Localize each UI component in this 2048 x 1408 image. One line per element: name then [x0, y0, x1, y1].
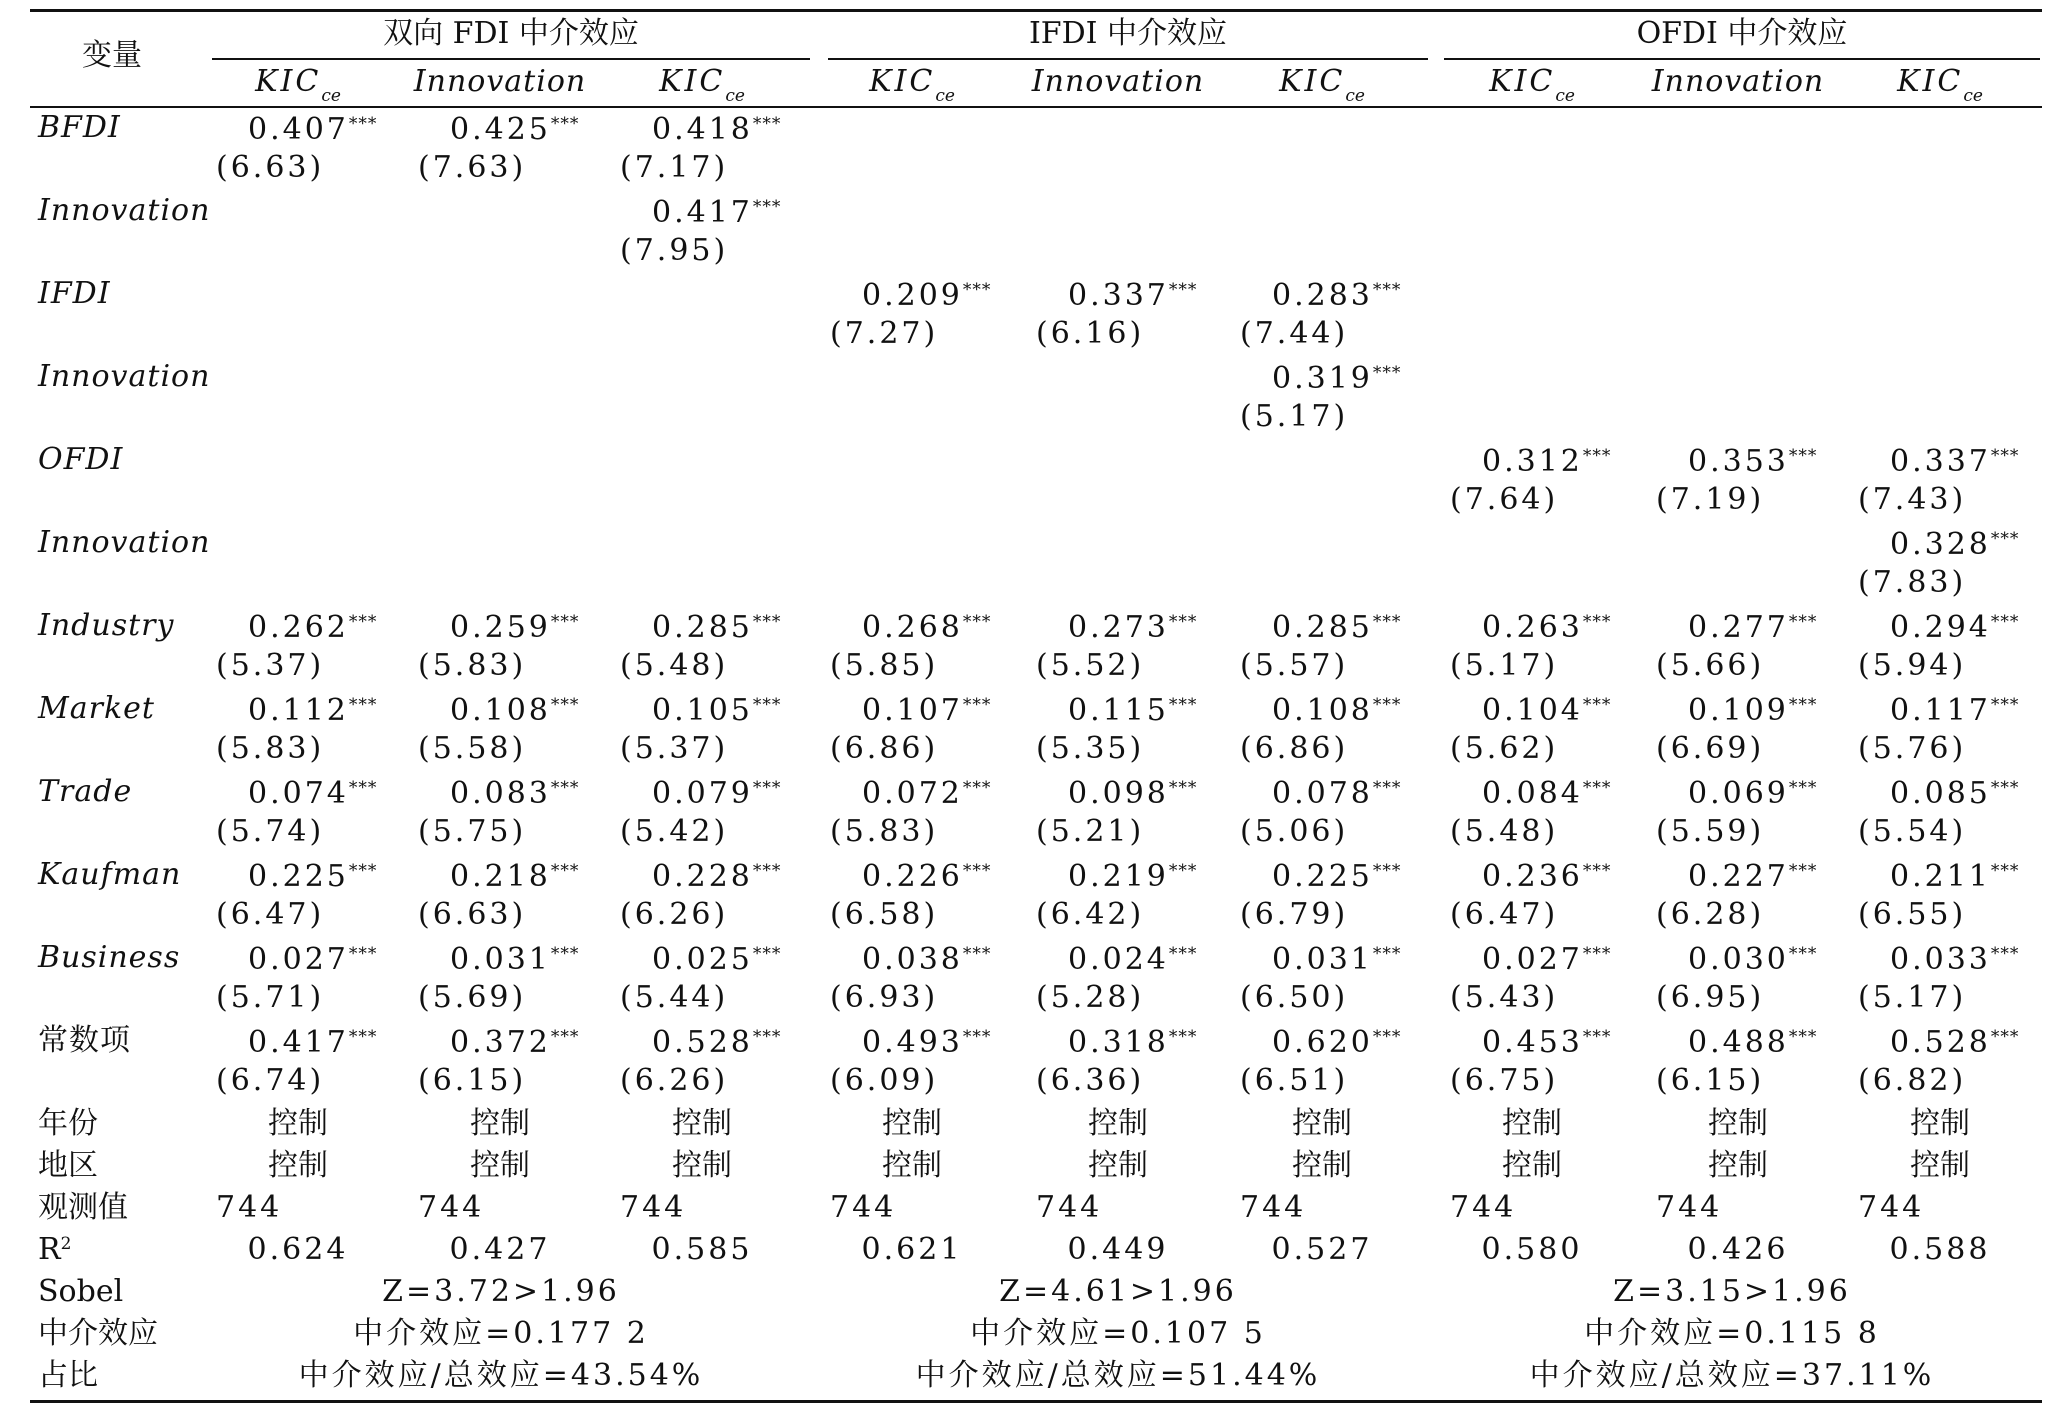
variable-header: 变量 — [82, 38, 142, 73]
t-stat-cell: (6.16) — [1036, 316, 1145, 351]
coef-cell: 0.227*** — [1688, 859, 1818, 894]
coef-cell: 0.085*** — [1890, 776, 2020, 811]
top-rule — [30, 9, 2042, 12]
row-label: Trade — [38, 774, 133, 809]
coef-cell: 0.074*** — [248, 776, 378, 811]
coef-cell: 0.117*** — [1890, 693, 2020, 728]
sobel-cell: Z=3.72>1.96 — [382, 1274, 620, 1309]
t-stat-cell: (5.17) — [1240, 399, 1349, 434]
coef-cell: 0.109*** — [1688, 693, 1818, 728]
coef-cell: 0.098*** — [1068, 776, 1198, 811]
coef-cell: 0.417*** — [652, 195, 782, 230]
obs-cell: 744 — [1240, 1190, 1307, 1225]
significance-stars: *** — [348, 612, 378, 632]
t-stat-cell: (5.21) — [1036, 814, 1145, 849]
column-header: $KIC_{ce}$ — [1897, 64, 1983, 106]
obs-cell: 744 — [216, 1190, 283, 1225]
t-stat-cell: (5.44) — [620, 980, 729, 1015]
group-header: OFDI 中介效应 — [1636, 16, 1848, 51]
t-stat-cell: (6.69) — [1656, 731, 1765, 766]
significance-stars: *** — [962, 695, 992, 715]
row-label: $R^2$ — [38, 1232, 73, 1267]
significance-stars: *** — [550, 695, 580, 715]
row-label: 占比 — [38, 1358, 98, 1393]
significance-stars: *** — [752, 114, 782, 134]
significance-stars: *** — [550, 944, 580, 964]
r2-cell: 0.449 — [1067, 1232, 1169, 1267]
coef-cell: 0.078*** — [1272, 776, 1402, 811]
t-stat-cell: (5.74) — [216, 814, 325, 849]
control-cell: 控制 — [1708, 1148, 1768, 1183]
t-stat-cell: (5.83) — [830, 814, 939, 849]
significance-stars: *** — [348, 778, 378, 798]
mediation-cell: 中介效应=0.115 8 — [1584, 1316, 1880, 1351]
significance-stars: *** — [1990, 861, 2020, 881]
coef-cell: 0.031*** — [450, 942, 580, 977]
t-stat-cell: (5.43) — [1450, 980, 1559, 1015]
t-stat-cell: (5.52) — [1036, 648, 1145, 683]
control-cell: 控制 — [1088, 1148, 1148, 1183]
coef-cell: 0.030*** — [1688, 942, 1818, 977]
t-stat-cell: (5.48) — [1450, 814, 1559, 849]
significance-stars: *** — [752, 861, 782, 881]
control-cell: 控制 — [882, 1148, 942, 1183]
coef-cell: 0.453*** — [1482, 1025, 1612, 1060]
coef-cell: 0.268*** — [862, 610, 992, 645]
coef-cell: 0.225*** — [1272, 859, 1402, 894]
significance-stars: *** — [962, 861, 992, 881]
significance-stars: *** — [1372, 861, 1402, 881]
control-cell: 控制 — [1088, 1106, 1148, 1141]
significance-stars: *** — [1990, 778, 2020, 798]
obs-cell: 744 — [830, 1190, 897, 1225]
significance-stars: *** — [752, 197, 782, 217]
coef-cell: 0.211*** — [1890, 859, 2020, 894]
t-stat-cell: (5.58) — [418, 731, 527, 766]
group-underline — [828, 58, 1428, 60]
coef-cell: 0.488*** — [1688, 1025, 1818, 1060]
r2-cell: 0.585 — [651, 1232, 753, 1267]
column-header: Innovation — [413, 64, 587, 99]
significance-stars: *** — [1788, 1027, 1818, 1047]
control-cell: 控制 — [882, 1106, 942, 1141]
significance-stars: *** — [550, 114, 580, 134]
t-stat-cell: (6.95) — [1656, 980, 1765, 1015]
significance-stars: *** — [1788, 446, 1818, 466]
t-stat-cell: (6.09) — [830, 1063, 939, 1098]
control-cell: 控制 — [1910, 1106, 1970, 1141]
group-underline — [1444, 58, 2040, 60]
coef-cell: 0.418*** — [652, 112, 782, 147]
row-label: 年份 — [38, 1106, 98, 1141]
significance-stars: *** — [348, 861, 378, 881]
significance-stars: *** — [752, 778, 782, 798]
t-stat-cell: (5.59) — [1656, 814, 1765, 849]
coef-cell: 0.372*** — [450, 1025, 580, 1060]
coef-cell: 0.219*** — [1068, 859, 1198, 894]
t-stat-cell: (5.06) — [1240, 814, 1349, 849]
bottom-rule — [30, 1400, 2042, 1403]
coef-cell: 0.528*** — [652, 1025, 782, 1060]
significance-stars: *** — [1990, 612, 2020, 632]
significance-stars: *** — [1990, 944, 2020, 964]
coef-cell: 0.218*** — [450, 859, 580, 894]
t-stat-cell: (5.94) — [1858, 648, 1967, 683]
row-label: Innovation — [38, 359, 211, 394]
significance-stars: *** — [1168, 612, 1198, 632]
t-stat-cell: (6.82) — [1858, 1063, 1967, 1098]
coef-cell: 0.069*** — [1688, 776, 1818, 811]
coef-cell: 0.108*** — [1272, 693, 1402, 728]
coef-cell: 0.417*** — [248, 1025, 378, 1060]
coef-cell: 0.027*** — [1482, 942, 1612, 977]
t-stat-cell: (5.54) — [1858, 814, 1967, 849]
significance-stars: *** — [1788, 612, 1818, 632]
t-stat-cell: (6.50) — [1240, 980, 1349, 1015]
row-label: Innovation — [38, 193, 211, 228]
obs-cell: 744 — [1036, 1190, 1103, 1225]
control-cell: 控制 — [470, 1148, 530, 1183]
t-stat-cell: (6.36) — [1036, 1063, 1145, 1098]
control-cell: 控制 — [470, 1106, 530, 1141]
t-stat-cell: (5.35) — [1036, 731, 1145, 766]
r2-cell: 0.588 — [1889, 1232, 1991, 1267]
coef-cell: 0.283*** — [1272, 278, 1402, 313]
coef-cell: 0.024*** — [1068, 942, 1198, 977]
coef-cell: 0.225*** — [248, 859, 378, 894]
t-stat-cell: (5.69) — [418, 980, 527, 1015]
significance-stars: *** — [1168, 280, 1198, 300]
t-stat-cell: (5.28) — [1036, 980, 1145, 1015]
t-stat-cell: (5.66) — [1656, 648, 1765, 683]
significance-stars: *** — [348, 695, 378, 715]
r2-cell: 0.527 — [1271, 1232, 1373, 1267]
column-header: Innovation — [1031, 64, 1205, 99]
significance-stars: *** — [752, 695, 782, 715]
t-stat-cell: (7.43) — [1858, 482, 1967, 517]
significance-stars: *** — [1582, 612, 1612, 632]
header-rule — [30, 106, 2042, 108]
group-underline — [212, 58, 810, 60]
coef-cell: 0.528*** — [1890, 1025, 2020, 1060]
significance-stars: *** — [962, 944, 992, 964]
group-header: 双向 FDI 中介效应 — [383, 16, 639, 51]
row-label: Business — [38, 940, 181, 975]
row-label: Sobel — [38, 1274, 124, 1309]
share-cell: 中介效应/总效应=43.54% — [298, 1358, 704, 1393]
significance-stars: *** — [1990, 529, 2020, 549]
row-label: Market — [38, 691, 155, 726]
control-cell: 控制 — [672, 1148, 732, 1183]
row-label: 中介效应 — [38, 1316, 158, 1351]
significance-stars: *** — [1582, 778, 1612, 798]
coef-cell: 0.277*** — [1688, 610, 1818, 645]
t-stat-cell: (7.44) — [1240, 316, 1349, 351]
coef-cell: 0.236*** — [1482, 859, 1612, 894]
obs-cell: 744 — [620, 1190, 687, 1225]
t-stat-cell: (6.86) — [830, 731, 939, 766]
t-stat-cell: (7.95) — [620, 233, 729, 268]
significance-stars: *** — [1168, 778, 1198, 798]
significance-stars: *** — [1788, 778, 1818, 798]
significance-stars: *** — [348, 944, 378, 964]
control-cell: 控制 — [1708, 1106, 1768, 1141]
row-label: OFDI — [38, 442, 124, 477]
coef-cell: 0.319*** — [1272, 361, 1402, 396]
t-stat-cell: (5.37) — [216, 648, 325, 683]
t-stat-cell: (5.76) — [1858, 731, 1967, 766]
coef-cell: 0.263*** — [1482, 610, 1612, 645]
coef-cell: 0.493*** — [862, 1025, 992, 1060]
t-stat-cell: (6.74) — [216, 1063, 325, 1098]
r2-cell: 0.621 — [861, 1232, 963, 1267]
significance-stars: *** — [348, 114, 378, 134]
t-stat-cell: (5.62) — [1450, 731, 1559, 766]
t-stat-cell: (5.83) — [418, 648, 527, 683]
significance-stars: *** — [962, 1027, 992, 1047]
significance-stars: *** — [1372, 363, 1402, 383]
significance-stars: *** — [1788, 944, 1818, 964]
t-stat-cell: (5.57) — [1240, 648, 1349, 683]
r2-cell: 0.624 — [247, 1232, 349, 1267]
t-stat-cell: (6.79) — [1240, 897, 1349, 932]
t-stat-cell: (6.93) — [830, 980, 939, 1015]
coef-cell: 0.337*** — [1068, 278, 1198, 313]
coef-cell: 0.115*** — [1068, 693, 1198, 728]
coef-cell: 0.285*** — [1272, 610, 1402, 645]
t-stat-cell: (5.48) — [620, 648, 729, 683]
coef-cell: 0.033*** — [1890, 942, 2020, 977]
coef-cell: 0.209*** — [862, 278, 992, 313]
significance-stars: *** — [1372, 944, 1402, 964]
sobel-cell: Z=4.61>1.96 — [999, 1274, 1237, 1309]
significance-stars: *** — [1372, 695, 1402, 715]
row-label: 地区 — [38, 1148, 98, 1183]
t-stat-cell: (5.42) — [620, 814, 729, 849]
obs-cell: 744 — [1858, 1190, 1925, 1225]
coef-cell: 0.273*** — [1068, 610, 1198, 645]
significance-stars: *** — [1788, 861, 1818, 881]
significance-stars: *** — [550, 861, 580, 881]
sobel-cell: Z=3.15>1.96 — [1613, 1274, 1851, 1309]
mediation-cell: 中介效应=0.107 5 — [970, 1316, 1266, 1351]
coef-cell: 0.038*** — [862, 942, 992, 977]
significance-stars: *** — [1372, 612, 1402, 632]
t-stat-cell: (5.83) — [216, 731, 325, 766]
significance-stars: *** — [1372, 280, 1402, 300]
r2-cell: 0.580 — [1481, 1232, 1583, 1267]
coef-cell: 0.112*** — [248, 693, 378, 728]
coef-cell: 0.262*** — [248, 610, 378, 645]
control-cell: 控制 — [1910, 1148, 1970, 1183]
significance-stars: *** — [752, 612, 782, 632]
row-label: Innovation — [38, 525, 211, 560]
t-stat-cell: (7.17) — [620, 150, 729, 185]
share-cell: 中介效应/总效应=51.44% — [915, 1358, 1321, 1393]
significance-stars: *** — [962, 612, 992, 632]
row-label: 常数项 — [38, 1023, 131, 1058]
obs-cell: 744 — [1656, 1190, 1723, 1225]
mediation-cell: 中介效应=0.177 2 — [353, 1316, 649, 1351]
significance-stars: *** — [1168, 861, 1198, 881]
t-stat-cell: (7.63) — [418, 150, 527, 185]
control-cell: 控制 — [672, 1106, 732, 1141]
significance-stars: *** — [1168, 1027, 1198, 1047]
row-label: Industry — [38, 608, 175, 643]
coef-cell: 0.072*** — [862, 776, 992, 811]
significance-stars: *** — [752, 1027, 782, 1047]
significance-stars: *** — [1582, 944, 1612, 964]
t-stat-cell: (6.15) — [418, 1063, 527, 1098]
significance-stars: *** — [1990, 1027, 2020, 1047]
t-stat-cell: (6.28) — [1656, 897, 1765, 932]
coef-cell: 0.407*** — [248, 112, 378, 147]
coef-cell: 0.337*** — [1890, 444, 2020, 479]
significance-stars: *** — [1990, 446, 2020, 466]
significance-stars: *** — [550, 778, 580, 798]
t-stat-cell: (5.17) — [1858, 980, 1967, 1015]
t-stat-cell: (6.47) — [216, 897, 325, 932]
significance-stars: *** — [1788, 695, 1818, 715]
significance-stars: *** — [1582, 1027, 1612, 1047]
coef-cell: 0.328*** — [1890, 527, 2020, 562]
significance-stars: *** — [962, 778, 992, 798]
significance-stars: *** — [1168, 944, 1198, 964]
t-stat-cell: (6.86) — [1240, 731, 1349, 766]
significance-stars: *** — [1582, 695, 1612, 715]
t-stat-cell: (5.37) — [620, 731, 729, 766]
row-label: BFDI — [38, 110, 121, 145]
column-header: $KIC_{ce}$ — [659, 64, 745, 106]
t-stat-cell: (5.85) — [830, 648, 939, 683]
control-cell: 控制 — [1502, 1148, 1562, 1183]
t-stat-cell: (6.75) — [1450, 1063, 1559, 1098]
significance-stars: *** — [1168, 695, 1198, 715]
coef-cell: 0.285*** — [652, 610, 782, 645]
coef-cell: 0.294*** — [1890, 610, 2020, 645]
coef-cell: 0.353*** — [1688, 444, 1818, 479]
significance-stars: *** — [1582, 446, 1612, 466]
coef-cell: 0.079*** — [652, 776, 782, 811]
obs-cell: 744 — [1450, 1190, 1517, 1225]
significance-stars: *** — [1990, 695, 2020, 715]
t-stat-cell: (6.26) — [620, 897, 729, 932]
t-stat-cell: (6.15) — [1656, 1063, 1765, 1098]
row-label: Kaufman — [38, 857, 182, 892]
coef-cell: 0.084*** — [1482, 776, 1612, 811]
column-header: $KIC_{ce}$ — [1489, 64, 1575, 106]
t-stat-cell: (6.55) — [1858, 897, 1967, 932]
t-stat-cell: (6.26) — [620, 1063, 729, 1098]
significance-stars: *** — [1372, 778, 1402, 798]
coef-cell: 0.312*** — [1482, 444, 1612, 479]
coef-cell: 0.025*** — [652, 942, 782, 977]
significance-stars: *** — [962, 280, 992, 300]
coef-cell: 0.107*** — [862, 693, 992, 728]
share-cell: 中介效应/总效应=37.11% — [1529, 1358, 1935, 1393]
t-stat-cell: (5.75) — [418, 814, 527, 849]
t-stat-cell: (6.63) — [418, 897, 527, 932]
column-header: $KIC_{ce}$ — [1279, 64, 1365, 106]
t-stat-cell: (6.42) — [1036, 897, 1145, 932]
r2-cell: 0.427 — [449, 1232, 551, 1267]
column-header: $KIC_{ce}$ — [869, 64, 955, 106]
control-cell: 控制 — [1292, 1148, 1352, 1183]
coef-cell: 0.083*** — [450, 776, 580, 811]
t-stat-cell: (7.64) — [1450, 482, 1559, 517]
significance-stars: *** — [1582, 861, 1612, 881]
group-header: IFDI 中介效应 — [1028, 16, 1228, 51]
t-stat-cell: (6.51) — [1240, 1063, 1349, 1098]
obs-cell: 744 — [418, 1190, 485, 1225]
column-header: $KIC_{ce}$ — [255, 64, 341, 106]
significance-stars: *** — [348, 1027, 378, 1047]
t-stat-cell: (7.19) — [1656, 482, 1765, 517]
coef-cell: 0.228*** — [652, 859, 782, 894]
control-cell: 控制 — [1292, 1106, 1352, 1141]
coef-cell: 0.027*** — [248, 942, 378, 977]
significance-stars: *** — [1372, 1027, 1402, 1047]
control-cell: 控制 — [268, 1106, 328, 1141]
t-stat-cell: (6.47) — [1450, 897, 1559, 932]
t-stat-cell: (6.63) — [216, 150, 325, 185]
t-stat-cell: (6.58) — [830, 897, 939, 932]
coef-cell: 0.620*** — [1272, 1025, 1402, 1060]
coef-cell: 0.226*** — [862, 859, 992, 894]
t-stat-cell: (7.83) — [1858, 565, 1967, 600]
r2-cell: 0.426 — [1687, 1232, 1789, 1267]
significance-stars: *** — [550, 612, 580, 632]
coef-cell: 0.425*** — [450, 112, 580, 147]
coef-cell: 0.259*** — [450, 610, 580, 645]
coef-cell: 0.108*** — [450, 693, 580, 728]
t-stat-cell: (5.71) — [216, 980, 325, 1015]
control-cell: 控制 — [1502, 1106, 1562, 1141]
column-header: Innovation — [1651, 64, 1825, 99]
t-stat-cell: (5.17) — [1450, 648, 1559, 683]
coef-cell: 0.105*** — [652, 693, 782, 728]
control-cell: 控制 — [268, 1148, 328, 1183]
row-label: 观测值 — [38, 1190, 128, 1225]
coef-cell: 0.031*** — [1272, 942, 1402, 977]
t-stat-cell: (7.27) — [830, 316, 939, 351]
coef-cell: 0.318*** — [1068, 1025, 1198, 1060]
significance-stars: *** — [752, 944, 782, 964]
row-label: IFDI — [38, 276, 111, 311]
significance-stars: *** — [550, 1027, 580, 1047]
coef-cell: 0.104*** — [1482, 693, 1612, 728]
